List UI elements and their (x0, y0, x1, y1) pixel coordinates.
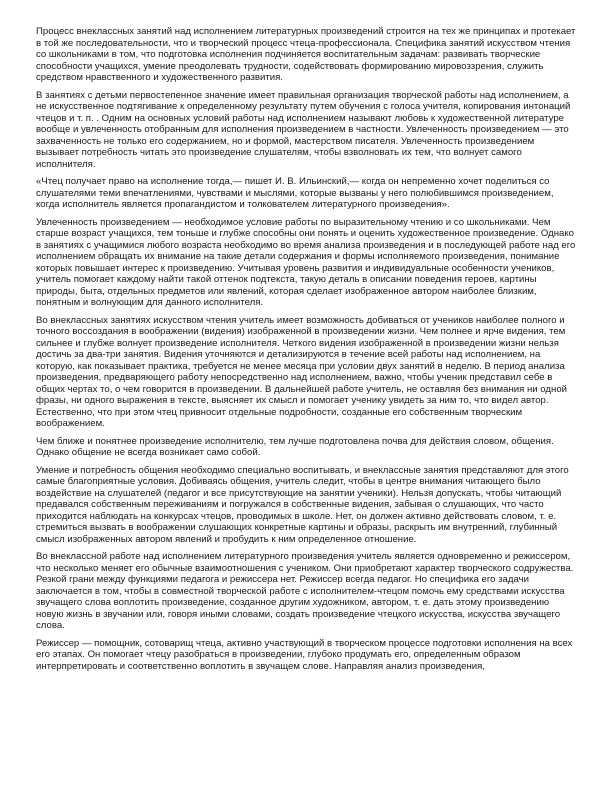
paragraph: В занятиях с детьми первостепенное значение имеет правильная организация творческой работы над исполнением, а не искусственное подтягивание к определенному результату путем обучения с голоса учителя, копирования интонаций чтецов и т. п. . Одним на основных условий работы над исполнением называют любовь к художественной литературе вообще и увлеченность отобранным для исполнения произведением в частности. Увлеченность произведением — это захваченность не только его содержанием, но и формой, мастерством писателя. Увлеченность произведением вызывает потребность читать это произведение слушателям, чтобы взволновать их тем, что волнует самого исполнителя. (36, 89, 571, 170)
paragraph: Во внеклассной работе над исполнением литературного произведения учитель является одновременно и режиссером, что несколько меняет его обычные взаимоотношения с учеником. Они приобретают характер творческого содружества. Резкой грани между функциями педагога и режиссера нет. Режиссер всегда педагог. Но специфика его задачи заключается в том, чтобы в совместной творческой работе с исполнителем-чтецом помочь ему средствами искусства звучащего слова воплотить произведение, созданное другим художником, автором, т. е. дать этому произведению новую жизнь в звучании или, говоря иными словами, создать произведение чтецкого искусства, искусства звучащего слова. (36, 551, 574, 631)
paragraph: Умение и потребность общения необходимо специально воспитывать, и внеклассные занятия представляют для этого самые благоприятные условия. Добиваясь общения, учитель следит, чтобы в центре внимания читающего было воздействие на слушателей (педагог и все присутствующие на занятии ученики). Нельзя допускать, чтобы читающий предавался собственным переживаниям и погружался в собственные видения, забывая о слушающих, что часто приходится наблюдать на конкурсах чтецов, проводимых в школе. Нет, он должен активно действовать словом, т. е. стремиться вызвать в воображении слушающих конкретные картины и образы, раскрыть им внутренний, глубинный смысл изображенных автором явлений и пробудить к ним определенное отношение. (36, 464, 569, 545)
paragraph: Процесс внеклассных занятий над исполнением литературных произведений строится на тех же принципах и протекает в той же последовательности, что и творческий процесс чтеца-профессионала. Специфика занятий искусством чтения со школьниками в том, что подготовка исполнения подчиняется воспитательным задачам: развивать творческие способности учащихся, умение преодолевать трудности, содействовать формированию мировоззрения, служить средством нравственного и художественного развития. (36, 26, 576, 83)
paragraph: Во внеклассных занятиях искусством чтения учитель имеет возможность добиваться от учеников наиболее полного и точного воссоздания в воображении (видения) изображенной в произведении жизни. Чем полнее и ярче видения, тем сильнее и глубже волнует произведение исполнителя. Четкого видения изображенной в произведении жизни нельзя достичь за два-три занятия. Видения уточняются и детализируются в течение всей работы над исполнением, на которую, как показывает практика, требуется не менее месяца при условии двух занятий в неделю. В период анализа произведения, предваряющего работу непосредственно над исполнением, важно, чтобы ученик представил себе в общих чертах то, о чем говорится в произведении. В дальнейшей работе учитель, не оставляя без внимания ни одной фразы, ни одного выражения в тексте, выясняет их смысл и помогает ученику увидеть за ним то, что видел автор. Естественно, что при этом чтец привносит отдельные подробности, созданные его собственным творческим воображением. (36, 314, 568, 429)
document-page (36, 26, 576, 678)
paragraph: Чем ближе и понятнее произведение исполнителю, тем лучше подготовлена почва для действия словом, общения. Однако общение не всегда возникает само собой. (36, 435, 554, 458)
paragraph: «Чтец получает право на исполнение тогда,— пишет И. В. Ильинский,— когда он непременно хочет поделиться со слушателями теми впечатлениями, чувствами и мыслями, которые вызваны у него полюбившимся произведением, когда исполнитель является пропагандистом и толкователем литературного произведения». (36, 176, 554, 210)
paragraph: Режиссер — помощник, сотоварищ чтеца, активно участвующий в творческом процессе подготовки исполнения на всех его этапах. Он помогает чтецу разобраться в произведении, глубоко продумать его, определенным образом интерпретировать и соответственно воплотить в звучащем слове. Направляя анализ произведения, (36, 637, 573, 672)
paragraph: Увлеченность произведением — необходимое условие работы по выразительному чтению и со школьниками. Чем старше возраст учащихся, тем тоньше и глубже способны они понять и оценить художественное произведение. Однако в занятиях с учащимися любого возраста необходимо во время анализа произведения и в последующей работе над его исполнением обращать их внимание на такие детали содержания и формы исполняемого произведения, понимание которых повышает интерес к произведению. Учитывая уровень развития и индивидуальные особенности учеников, учитель помогает каждому найти такой оттенок подтекста, такую деталь в описании поведения героев, картины природы, быта, отдельных предметов или явлений, которая сделает изображенное автором наиболее близким, понятным и волнующим для данного исполнителя. (36, 216, 576, 308)
